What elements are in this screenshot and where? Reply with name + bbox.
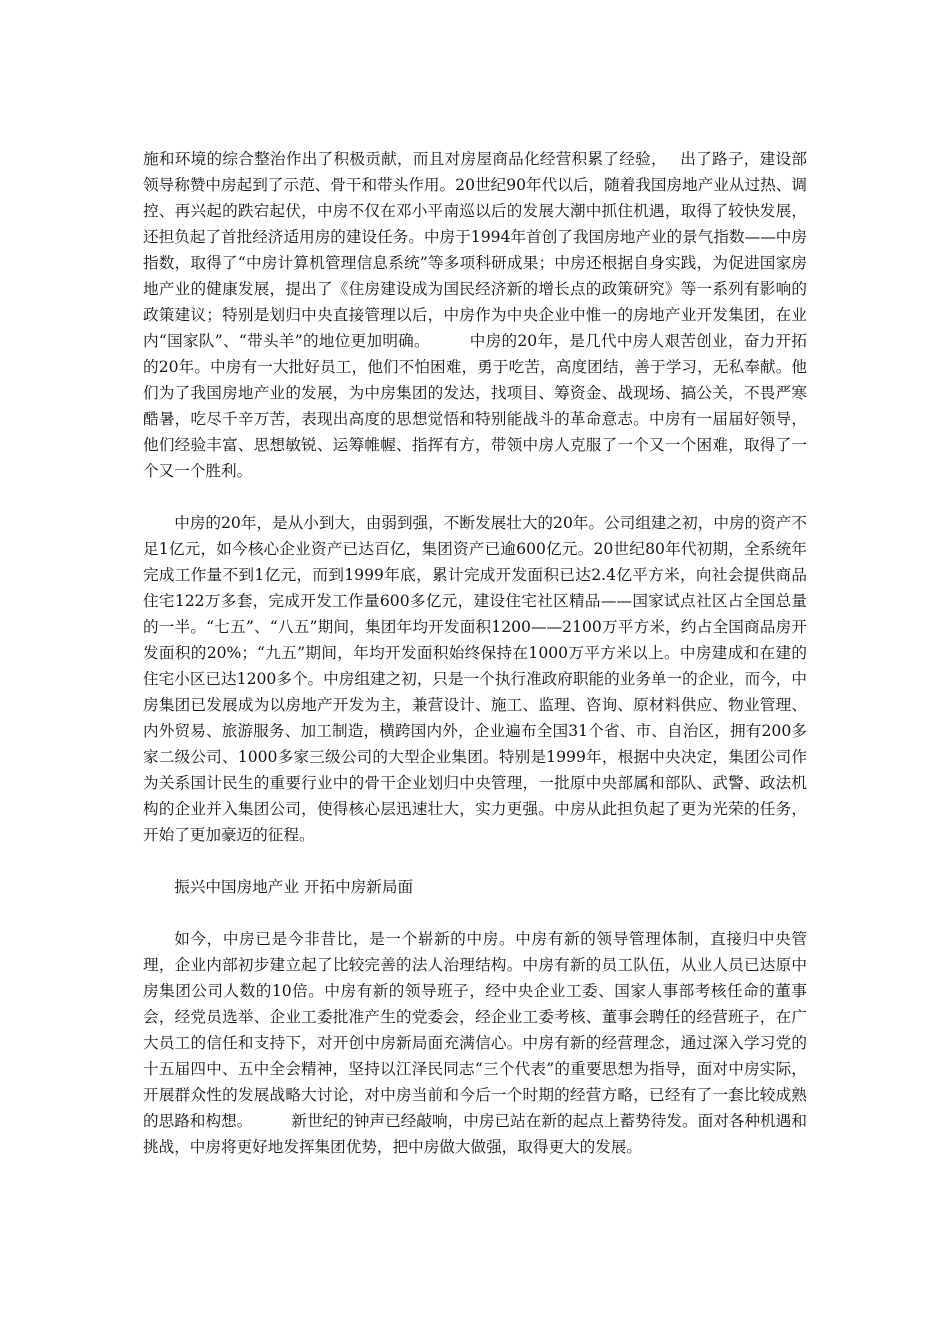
paragraph-gap: [143, 484, 807, 510]
paragraph-new-era: 如今，中房已是今非昔比，是一个崭新的中房。中房有新的领导管理体制，直接归中央管理，企业内部初步建立起了比较完善的法人治理结构。中房有新的员工队伍，从业人员已达原中房集团公司人数的10倍。中房有新的领导班子，经中央企业工委、国家人事部考核任命的董事会，经党员选举、企业工委批准产生的党委会，经企业工委考核、董事会聘任的经营班子，在广大员工的信任和支持下，对开创中房新局面充满信心。中房有新的经营理念，通过深入学习党的十五届四中、五中全会精神，坚持以江泽民同志“三个代表”的重要思想为指导，面对中房实际，开展群众性的发展战略大讨论，对中房当前和今后一个时期的经营方略，已经有了一套比较成熟的思路和构想。 新世纪的钟声已经敲响，中房已站在新的起点上蓄势待发。面对各种机遇和挑战，中房将更好地发挥集团优势，把中房做大做强，取得更大的发展。: [143, 930, 807, 1156]
section-heading: 振兴中国房地产业 开拓中房新局面: [174, 878, 414, 896]
paragraph-gap: [143, 900, 807, 926]
document-page: [143, 146, 807, 1160]
paragraph-growth: 中房的20年，是从小到大，由弱到强，不断发展壮大的20年。公司组建之初，中房的资产不足1亿元，如今核心企业资产已达百亿，集团资产已逾600亿元。20世纪80年代初期，全系统年完成工作量不到1亿元，而到1999年底，累计完成开发面积已达2.4亿平方米，向社会提供商品住宅122万多套，完成开发工作量600多亿元，建设住宅社区精品——国家试点社区占全国总量的一半。“七五”、“八五”期间，集团年均开发面积1200——2100万平方米，约占全国商品房开发面积的20%；“九五”期间，年均开发面积始终保持在1000万平方米以上。中房建成和在建的住宅小区已达1200多个。中房组建之初，只是一个执行准政府职能的业务单一的企业，而今，中房集团已发展成为以房地产开发为主，兼营设计、施工、监理、咨询、原材料供应、物业管理、内外贸易、旅游服务、加工制造，横跨国内外，企业遍布全国31个省、市、自治区，拥有200多家二级公司、1000多家三级公司的大型企业集团。特别是1999年，根据中央决定，集团公司作为关系国计民生的重要行业中的骨干企业划归中央管理，一批原中央部属和部队、武警、政法机构的企业并入集团公司，使得核心层迅速壮大，实力更强。中房从此担负起了更为光荣的任务，开始了更加豪迈的征程。: [143, 514, 807, 844]
paragraph-gap: [143, 848, 807, 874]
paragraph-intro: 施和环境的综合整治作出了积极贡献，而且对房屋商品化经营积累了经验， 出了路子，建设部领导称赞中房起到了示范、骨干和带头作用。20世纪90年代以后，随着我国房地产业从过热、调控、再兴起的跌宕起伏，中房不仅在邓小平南巡以后的发展大潮中抓住机遇，取得了较快发展，还担负起了首批经济适用房的建设任务。中房于1994年首创了我国房地产业的景气指数——中房指数，取得了“中房计算机管理信息系统”等多项科研成果；中房还根据自身实践，为促进国家房地产业的健康发展，提出了《住房建设成为国民经济新的增长点的政策研究》等一系列有影响的政策建议；特别是划归中央直接管理以后，中房作为中央企业中惟一的房地产业开发集团，在业内“国家队”、“带头羊”的地位更加明确。 中房的20年，是几代中房人艰苦创业，奋力开拓的20年。中房有一大批好员工，他们不怕困难，勇于吃苦，高度团结，善于学习，无私奉献。他们为了我国房地产业的发展，为中房集团的发达，找项目、筹资金、战现场、搞公关，不畏严寒酷暑，吃尽千辛万苦，表现出高度的思想觉悟和特别能战斗的革命意志。中房有一届届好领导，他们经验丰富、思想敏锐、运筹帷幄、指挥有方，带领中房人克服了一个又一个困难，取得了一个又一个胜利。: [143, 150, 807, 480]
